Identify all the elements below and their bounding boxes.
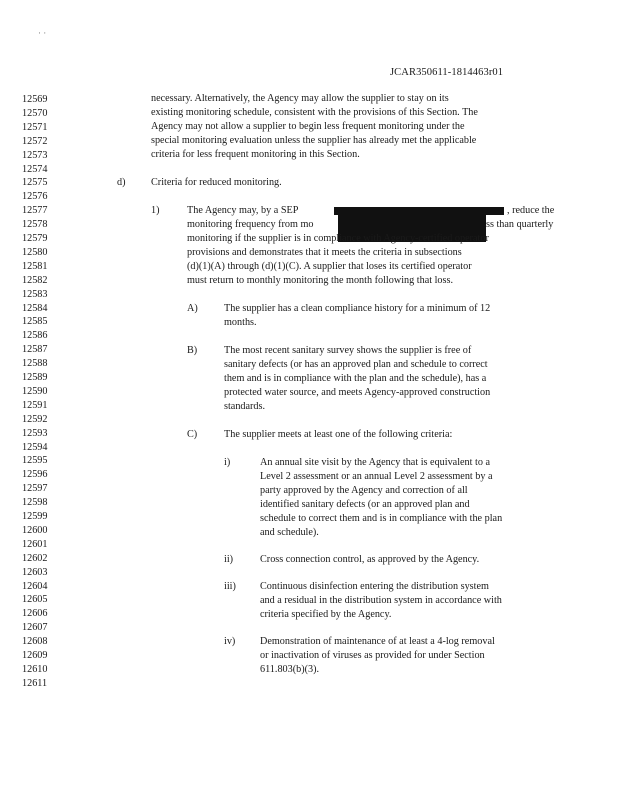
line-number: 12578 (22, 219, 48, 231)
item-iv-line: 611.803(b)(3). (260, 664, 320, 675)
item-B-line: sanitary defects (or has an approved plan and schedule to correct (224, 359, 488, 370)
scan-specks: · · (38, 28, 47, 38)
item-ii-marker: ii) (224, 554, 234, 565)
line-number: 12576 (22, 191, 48, 203)
item-iii-line: Continuous disinfection entering the distribution system (260, 581, 489, 592)
section-d-marker: d) (117, 177, 126, 188)
item-iv-marker: iv) (224, 636, 236, 647)
line-number: 12600 (22, 524, 48, 536)
item-iii-marker: iii) (224, 581, 236, 592)
line-number: 12585 (22, 316, 48, 328)
item-B-line: protected water source, and meets Agency-approved construction (224, 387, 491, 398)
item-1-line: monitoring frequency from mo (187, 219, 314, 230)
line-number: 12611 (22, 677, 48, 689)
item-iii-line: and a residual in the distribution system in accordance with (260, 595, 502, 606)
line-number: 12589 (22, 372, 48, 383)
line-number: 12582 (22, 274, 48, 286)
line-number: 12569 (22, 94, 48, 105)
line-number: 12597 (22, 483, 48, 495)
item-i-line: and schedule). (260, 527, 319, 538)
line-number: 12579 (22, 233, 48, 244)
item-B-line: The most recent sanitary survey shows the supplier is free of (224, 345, 472, 356)
item-B-marker: B) (187, 345, 198, 356)
item-1-line: ss than quarterly (486, 219, 554, 230)
item-iii-line: criteria specified by the Agency. (260, 609, 392, 620)
intro-line: necessary. Alternatively, the Agency may allow the supplier to stay on its (151, 93, 449, 104)
item-C-marker: C) (187, 429, 198, 440)
item-1-line: monitoring if the supplier is in compliance with Agency-certified operator (187, 233, 489, 244)
section-d-title: Criteria for reduced monitoring. (151, 177, 282, 188)
item-1-line: (d)(1)(A) through (d)(1)(C). A supplier that loses its certified operator (187, 261, 472, 272)
line-number: 12580 (22, 246, 48, 258)
intro-line: criteria for less frequent monitoring in this Section. (151, 149, 360, 160)
line-number: 12588 (22, 358, 48, 370)
item-A-marker: A) (187, 303, 198, 314)
item-1-line: The Agency may, by a SEP (187, 205, 299, 216)
item-1-marker: 1) (151, 205, 160, 216)
line-number: 12590 (22, 385, 48, 397)
line-number: 12595 (22, 455, 48, 467)
intro-line: special monitoring evaluation unless the supplier has already met the applicable (151, 135, 477, 146)
item-iv-line: Demonstration of maintenance of at least a 4-log removal (260, 636, 495, 647)
item-i-line: party approved by the Agency and correction of all (260, 485, 468, 496)
item-ii-line: Cross connection control, as approved by the Agency. (260, 554, 480, 565)
line-number: 12575 (22, 177, 48, 189)
item-i-marker: i) (224, 457, 231, 468)
line-number: 12604 (22, 580, 48, 592)
item-1-line: provisions and demonstrates that it meets the criteria in subsections (187, 247, 462, 258)
line-number: 12587 (22, 344, 48, 356)
line-number: 12610 (22, 663, 48, 675)
line-number: 12601 (22, 538, 48, 550)
item-1-line: must return to monthly monitoring the month following that loss. (187, 275, 453, 286)
line-number: 12602 (22, 552, 48, 564)
line-number: 12603 (22, 566, 48, 578)
line-number: 12592 (22, 413, 48, 425)
line-number: 12599 (22, 511, 48, 522)
line-number: 12594 (22, 441, 48, 453)
line-number: 12596 (22, 469, 48, 481)
item-i-line: An annual site visit by the Agency that is equivalent to a (260, 457, 491, 468)
item-A-line: months. (224, 317, 257, 328)
line-number: 12593 (22, 427, 48, 439)
line-number: 12586 (22, 330, 48, 342)
item-i-line: Level 2 assessment or an annual Level 2 assessment by a (260, 471, 493, 482)
item-iv-line: or inactivation of viruses as provided for under Section (260, 650, 485, 661)
line-number: 12571 (22, 121, 48, 133)
line-number: 12584 (22, 302, 48, 314)
item-A-line: The supplier has a clean compliance history for a minimum of 12 (224, 303, 491, 314)
document-header-id: JCAR350611-1814463r01 (390, 67, 504, 78)
line-number: 12606 (22, 608, 48, 620)
line-number: 12570 (22, 107, 48, 119)
line-number: 12591 (22, 399, 48, 411)
line-number: 12605 (22, 594, 48, 606)
item-B-line: them and is in compliance with the plan and the schedule), has a (224, 373, 487, 384)
item-i-line: identified sanitary defects (or an approved plan and (260, 499, 470, 510)
item-1-line: , reduce the (507, 205, 555, 216)
line-number: 12572 (22, 135, 48, 147)
line-number: 12574 (22, 163, 48, 175)
item-B-line: standards. (224, 401, 266, 412)
intro-line: Agency may not allow a supplier to begin less frequent monitoring under the (151, 121, 465, 132)
item-C-line: The supplier meets at least one of the following criteria: (224, 429, 453, 440)
line-number: 12577 (22, 205, 48, 217)
line-number: 12583 (22, 288, 48, 300)
line-number: 12607 (22, 622, 48, 634)
intro-line: existing monitoring schedule, consistent with the provisions of this Section. The (151, 107, 478, 118)
line-number: 12598 (22, 497, 48, 509)
line-number: 12608 (22, 636, 48, 648)
line-number: 12581 (22, 260, 48, 272)
line-number: 12573 (22, 149, 48, 161)
item-i-line: schedule to correct them and is in compliance with the plan (260, 513, 503, 524)
line-number: 12609 (22, 650, 48, 661)
